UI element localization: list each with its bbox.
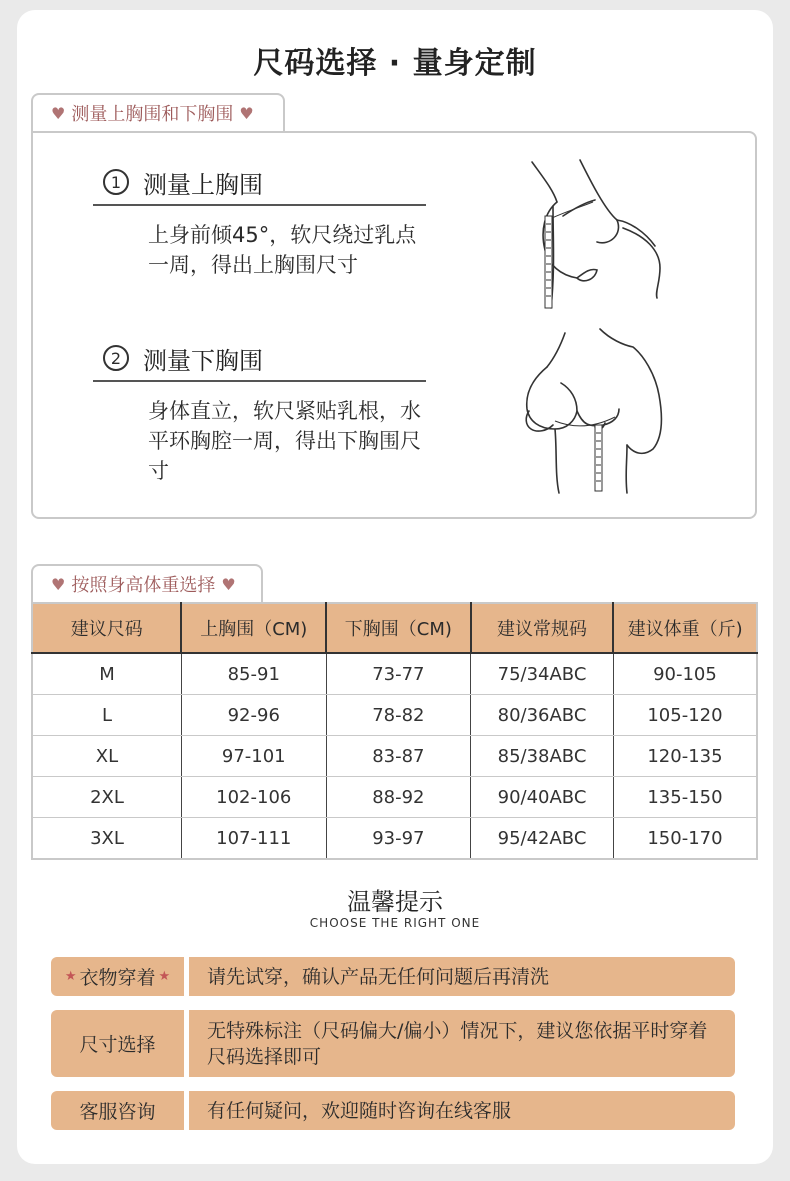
table-cell: 85/38ABC [471,736,614,777]
star-icon: ★ [158,969,171,984]
step-description: 上身前倾45°，软尺绕过乳点一周，得出上胸围尺寸 [148,223,417,277]
table-cell: 102-106 [181,777,326,818]
column-header: 建议体重（斤) [613,603,757,653]
tip-text: 请先试穿，确认产品无任何问题后再清洗 [189,957,735,996]
tip-label [51,957,184,996]
table-cell: L [32,695,181,736]
upper-bust-illustration-icon [505,150,675,315]
page-title: 尺码选择 · 量身定制 [253,46,537,81]
step-description: 身体直立，软尺紧贴乳根，水平环胸腔一周，得出下胸围尺寸 [148,399,421,483]
heart-icon: ♥ [51,574,66,594]
tips-title: 温馨提示 [347,888,443,916]
step-number-badge: 2 [103,345,129,371]
column-header: 上胸围（CM) [181,603,326,653]
table-cell: 107-111 [181,818,326,860]
heart-icon: ♥ [51,103,66,123]
table-cell: 93-97 [326,818,471,860]
table-cell: 75/34ABC [471,653,614,695]
table-row [32,818,757,860]
table-cell: 95/42ABC [471,818,614,860]
table-row [32,653,757,695]
table-cell: 120-135 [613,736,757,777]
column-header: 建议尺码 [32,603,181,653]
table-header-row [32,603,757,653]
table-cell: 150-170 [613,818,757,860]
tips-subtitle: CHOOSE THE RIGHT ONE [309,916,481,930]
size-tab-label: 按照身高体重选择 [71,575,216,596]
table-cell: 135-150 [613,777,757,818]
tip-text: 有任何疑问，欢迎随时咨询在线客服 [189,1091,735,1130]
step-under-bust [93,336,426,486]
size-tab [31,564,263,602]
column-header: 建议常规码 [471,603,614,653]
table-cell: 73-77 [326,653,471,695]
tip-row-service [51,1091,735,1130]
tip-row-clothing [51,957,735,996]
table-cell: 90-105 [613,653,757,695]
table-row [32,736,757,777]
table-cell: 3XL [32,818,181,860]
step-title: 测量上胸围 [143,170,263,199]
under-bust-illustration-icon [515,325,675,497]
table-cell: 105-120 [613,695,757,736]
tip-label [51,1091,184,1130]
step-number-badge: 1 [103,169,129,195]
star-icon: ★ [64,969,77,984]
tip-label-text: 尺寸选择 [79,1034,156,1056]
table-cell: 85-91 [181,653,326,695]
table-cell: 78-82 [326,695,471,736]
table-cell: 97-101 [181,736,326,777]
size-chart-table [31,602,758,860]
column-header: 下胸围（CM) [326,603,471,653]
table-cell: XL [32,736,181,777]
tip-label-text: 衣物穿着 [79,967,156,989]
measure-tab-label: 测量上胸围和下胸围 [71,104,234,125]
step-header [93,336,426,382]
measure-tab [31,93,285,131]
table-cell: M [32,653,181,695]
table-cell: 92-96 [181,695,326,736]
table-cell: 80/36ABC [471,695,614,736]
table-cell: 88-92 [326,777,471,818]
heart-icon: ♥ [239,103,254,123]
tip-text: 无特殊标注（尺码偏大/偏小）情况下，建议您依据平时穿着尺码选择即可 [189,1010,735,1077]
table-cell: 90/40ABC [471,777,614,818]
step-header [93,160,426,206]
tip-row-size [51,1010,735,1077]
table-row [32,777,757,818]
step-title: 测量下胸围 [143,346,263,375]
table-cell: 2XL [32,777,181,818]
table-cell: 83-87 [326,736,471,777]
tip-label [51,1010,184,1077]
step-upper-bust [93,160,426,280]
table-row [32,695,757,736]
heart-icon: ♥ [221,574,236,594]
tip-label-text: 客服咨询 [79,1101,156,1123]
